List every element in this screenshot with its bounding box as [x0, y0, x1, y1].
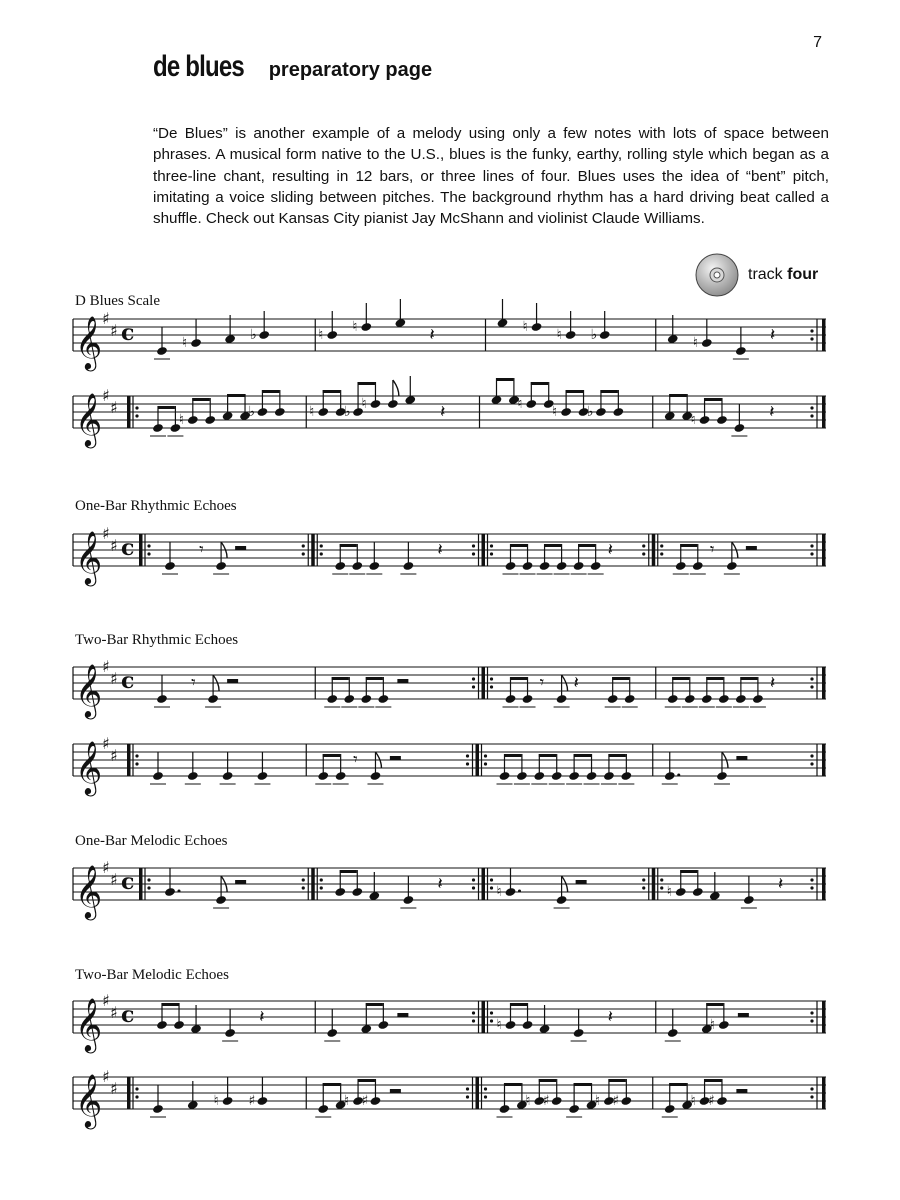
repeat-dot	[810, 886, 813, 889]
repeat-dot	[484, 754, 487, 757]
half-rest	[746, 546, 757, 550]
repeat-dot	[490, 878, 493, 881]
natural-icon: ♮	[309, 404, 315, 420]
repeat-dot	[147, 552, 150, 555]
final-thick-barline	[822, 1001, 826, 1033]
music-staff	[0, 510, 900, 590]
repeat-dot	[810, 406, 813, 409]
final-thick-barline	[822, 868, 826, 900]
key-sharp-f-icon: ♯	[102, 524, 110, 543]
repeat-dot	[810, 544, 813, 547]
natural-icon: ♮	[522, 319, 528, 335]
beam	[510, 677, 527, 680]
repeat-dot	[466, 1087, 469, 1090]
flat-icon: ♭	[248, 404, 256, 420]
repeat-start-thick	[139, 868, 143, 900]
repeat-dot	[147, 886, 150, 889]
repeat-start-thick	[482, 534, 486, 566]
repeat-dot	[320, 544, 323, 547]
beam	[323, 1083, 340, 1086]
page-title	[153, 50, 432, 84]
repeat-dot	[490, 1019, 493, 1022]
music-staff	[0, 643, 900, 723]
sharp-icon: ♯	[542, 1093, 550, 1109]
repeat-dot	[660, 552, 663, 555]
repeat-dot	[302, 886, 305, 889]
eighth-rest: 𝄾	[191, 672, 196, 693]
common-time-icon: c	[121, 668, 135, 694]
half-rest	[235, 546, 246, 550]
key-sharp-f-icon: ♯	[102, 1067, 110, 1086]
title-main: de blues	[153, 50, 244, 83]
half-rest	[390, 756, 401, 760]
treble-clef-icon: 𝄞	[75, 997, 103, 1051]
key-sharp-f-icon: ♯	[102, 991, 110, 1010]
note-flag	[393, 380, 399, 396]
repeat-dot	[810, 754, 813, 757]
natural-icon: ♮	[709, 1017, 715, 1033]
audio-track-badge	[694, 252, 818, 298]
repeat-dot	[320, 552, 323, 555]
repeat-start-thick	[652, 868, 656, 900]
natural-icon: ♮	[496, 884, 502, 900]
repeat-dot	[484, 762, 487, 765]
half-rest	[736, 1089, 747, 1093]
treble-clef-icon: 𝄞	[75, 1073, 103, 1127]
final-thick-barline	[822, 534, 826, 566]
quarter-rest: 𝄽	[440, 401, 446, 422]
sharp-icon: ♯	[248, 1093, 256, 1109]
beam	[544, 544, 561, 547]
quarter-rest: 𝄽	[437, 873, 443, 894]
eighth-rest: 𝄾	[709, 539, 715, 560]
half-rest	[738, 1013, 749, 1017]
beam	[323, 754, 340, 757]
page-number: 7	[813, 34, 822, 51]
track-name: four	[787, 266, 819, 283]
music-staff	[0, 1053, 900, 1133]
beam	[340, 870, 357, 873]
final-thick-barline	[822, 396, 826, 428]
flat-icon: ♭	[590, 327, 598, 343]
final-thick-barline	[822, 744, 826, 776]
natural-icon: ♮	[344, 1093, 350, 1109]
final-thick-barline	[822, 667, 826, 699]
repeat-dot	[810, 329, 813, 332]
repeat-dot	[135, 1095, 138, 1098]
natural-icon: ♮	[318, 327, 324, 343]
half-rest	[227, 679, 238, 683]
repeat-start-thick	[652, 534, 656, 566]
beam	[158, 406, 175, 409]
repeat-dot	[642, 544, 645, 547]
repeat-dot	[302, 552, 305, 555]
beam	[539, 754, 556, 757]
treble-clef-icon: 𝄞	[75, 663, 103, 717]
repeat-dot	[642, 886, 645, 889]
natural-icon: ♮	[213, 1093, 219, 1109]
quarter-rest: 𝄽	[607, 539, 613, 560]
beam	[192, 398, 209, 401]
sharp-icon: ♯	[707, 1093, 715, 1109]
repeat-dot	[810, 685, 813, 688]
flat-icon: ♭	[586, 404, 594, 420]
section-label-two-bar-rhythmic: Two-Bar Rhythmic Echoes	[75, 632, 239, 648]
treble-clef-icon: 𝄞	[75, 530, 103, 584]
beam	[227, 394, 244, 397]
natural-icon: ♮	[182, 335, 188, 351]
beam	[574, 1083, 591, 1086]
key-sharp-c-icon: ♯	[110, 398, 118, 417]
beam	[704, 398, 721, 401]
beam	[600, 390, 617, 393]
beam	[510, 544, 527, 547]
cd-icon	[694, 252, 740, 298]
flat-icon: ♭	[344, 404, 351, 420]
quarter-rest: 𝄽	[573, 672, 579, 693]
title-subtitle: preparatory page	[268, 59, 433, 81]
key-sharp-f-icon: ♯	[102, 386, 110, 405]
beam	[504, 754, 521, 757]
quarter-rest: 𝄽	[429, 324, 435, 345]
common-time-icon: c	[121, 869, 135, 895]
repeat-dot	[472, 552, 475, 555]
natural-icon: ♮	[178, 412, 184, 428]
beam	[740, 677, 757, 680]
key-sharp-c-icon: ♯	[110, 746, 118, 765]
beam	[332, 677, 349, 680]
music-staff	[0, 844, 900, 924]
quarter-rest: 𝄽	[607, 1006, 613, 1027]
beam	[680, 870, 697, 873]
natural-icon: ♮	[690, 412, 696, 428]
beam	[680, 544, 697, 547]
music-staff	[0, 372, 900, 452]
half-rest	[736, 756, 747, 760]
treble-clef-icon: 𝄞	[75, 864, 103, 918]
quarter-rest: 𝄽	[259, 1006, 265, 1027]
beam	[366, 677, 383, 680]
natural-icon: ♮	[517, 396, 523, 412]
beam	[608, 1079, 625, 1082]
natural-icon: ♮	[361, 396, 367, 412]
beam	[539, 1079, 556, 1082]
natural-icon: ♮	[666, 884, 672, 900]
beam	[496, 378, 513, 381]
beam	[358, 382, 375, 385]
key-sharp-c-icon: ♯	[110, 321, 118, 340]
music-staff	[0, 720, 900, 800]
sharp-icon: ♯	[361, 1093, 369, 1109]
key-sharp-c-icon: ♯	[110, 669, 118, 688]
repeat-dot	[472, 1019, 475, 1022]
section-label-two-bar-melodic: Two-Bar Melodic Echoes	[75, 967, 229, 983]
natural-icon: ♮	[352, 319, 358, 335]
half-rest	[397, 1013, 408, 1017]
repeat-dot	[810, 677, 813, 680]
quarter-rest: 𝄽	[769, 324, 776, 345]
repeat-dot	[810, 414, 813, 417]
beam	[510, 1003, 527, 1006]
quarter-rest: 𝄽	[437, 539, 443, 560]
beam	[574, 754, 591, 757]
natural-icon: ♮	[690, 1093, 696, 1109]
repeat-start-thick	[139, 534, 143, 566]
repeat-dot	[484, 1087, 487, 1090]
repeat-dot	[810, 337, 813, 340]
repeat-dot	[320, 886, 323, 889]
repeat-start-thick	[127, 1077, 131, 1109]
repeat-dot	[472, 544, 475, 547]
key-sharp-f-icon: ♯	[102, 657, 110, 676]
repeat-start-thick	[482, 868, 486, 900]
final-thick-barline	[822, 319, 826, 351]
music-staff	[0, 977, 900, 1057]
dot	[518, 890, 521, 893]
repeat-dot	[660, 544, 663, 547]
key-sharp-f-icon: ♯	[102, 309, 110, 328]
sharp-icon: ♯	[612, 1093, 620, 1109]
quarter-rest: 𝄽	[769, 672, 776, 693]
key-sharp-c-icon: ♯	[110, 1079, 118, 1098]
repeat-dot	[490, 685, 493, 688]
beam	[162, 1003, 179, 1006]
repeat-dot	[484, 1095, 487, 1098]
natural-icon: ♮	[556, 327, 562, 343]
repeat-dot	[810, 1011, 813, 1014]
repeat-dot	[490, 544, 493, 547]
repeat-dot	[472, 878, 475, 881]
beam	[612, 677, 629, 680]
repeat-dot	[810, 878, 813, 881]
treble-clef-icon: 𝄞	[75, 740, 103, 794]
beam	[366, 1003, 383, 1006]
repeat-dot	[135, 762, 138, 765]
repeat-dot	[472, 685, 475, 688]
repeat-start-thick	[311, 868, 315, 900]
key-sharp-f-icon: ♯	[102, 734, 110, 753]
repeat-dot	[147, 878, 150, 881]
repeat-dot	[810, 552, 813, 555]
repeat-dot	[490, 552, 493, 555]
half-rest	[397, 679, 408, 683]
beam	[340, 544, 357, 547]
repeat-start-thick	[311, 534, 315, 566]
repeat-dot	[472, 886, 475, 889]
beam	[704, 1079, 721, 1082]
half-rest	[235, 880, 246, 884]
repeat-dot	[135, 414, 138, 417]
treble-clef-icon: 𝄞	[75, 392, 103, 446]
natural-icon: ♮	[525, 1093, 531, 1109]
common-time-icon: c	[121, 535, 135, 561]
repeat-dot	[466, 754, 469, 757]
eighth-rest: 𝄾	[353, 749, 358, 770]
repeat-start-thick	[127, 744, 131, 776]
repeat-dot	[490, 886, 493, 889]
repeat-dot	[472, 677, 475, 680]
repeat-dot	[642, 878, 645, 881]
flat-icon: ♭	[250, 327, 257, 343]
beam	[358, 1079, 375, 1082]
natural-icon: ♮	[692, 335, 698, 351]
section-label-one-bar-rhythmic: One-Bar Rhythmic Echoes	[75, 498, 237, 514]
quarter-rest: 𝄽	[769, 401, 775, 422]
half-rest	[390, 1089, 401, 1093]
section-label-scale: D Blues Scale	[75, 293, 160, 309]
repeat-dot	[660, 878, 663, 881]
repeat-dot	[810, 762, 813, 765]
repeat-dot	[472, 1011, 475, 1014]
repeat-dot	[147, 544, 150, 547]
repeat-dot	[135, 406, 138, 409]
repeat-start-thick	[482, 667, 486, 699]
repeat-dot	[135, 754, 138, 757]
beam	[706, 677, 723, 680]
dot	[178, 890, 181, 893]
half-rest	[576, 880, 587, 884]
repeat-dot	[490, 677, 493, 680]
common-time-icon: c	[121, 1002, 135, 1028]
repeat-dot	[810, 1087, 813, 1090]
repeat-dot	[660, 886, 663, 889]
quarter-rest: 𝄽	[777, 873, 784, 894]
beam	[531, 382, 548, 385]
key-sharp-c-icon: ♯	[110, 1003, 118, 1022]
repeat-dot	[810, 1095, 813, 1098]
repeat-dot	[466, 762, 469, 765]
repeat-dot	[135, 1087, 138, 1090]
track-prefix: track	[748, 266, 783, 283]
repeat-start-thick	[476, 744, 480, 776]
final-thick-barline	[822, 1077, 826, 1109]
beam	[706, 1003, 723, 1006]
section-label-one-bar-melodic: One-Bar Melodic Echoes	[75, 833, 228, 849]
beam	[608, 754, 625, 757]
natural-icon: ♮	[496, 1017, 502, 1033]
beam	[323, 390, 340, 393]
treble-clef-icon: 𝄞	[75, 315, 103, 369]
intro-paragraph: “De Blues” is another example of a melody using only a few notes with lots of space between phrases. A musical form native to the U.S., blues is the funky, earthy, rolling style which began as a three-line chant, resulting in 12 bars, or three lines of four. Blues uses the idea of “bent” pitch, imitating a voice sliding between pitches. The background rhythm has a hard driving beat called a shuffle. Check out Kansas City pianist Jay McShann and violinist Claude Williams.	[153, 125, 829, 228]
eighth-rest: 𝄾	[539, 672, 545, 693]
repeat-dot	[302, 544, 305, 547]
repeat-dot	[302, 878, 305, 881]
repeat-start-thick	[482, 1001, 486, 1033]
eighth-rest: 𝄾	[199, 539, 204, 560]
key-sharp-f-icon: ♯	[102, 858, 110, 877]
key-sharp-c-icon: ♯	[110, 870, 118, 889]
beam	[504, 1083, 521, 1086]
beam	[669, 394, 686, 397]
beam	[578, 544, 595, 547]
beam	[566, 390, 583, 393]
beam	[669, 1083, 686, 1086]
music-staff	[0, 295, 900, 375]
repeat-dot	[642, 552, 645, 555]
key-sharp-c-icon: ♯	[110, 536, 118, 555]
repeat-dot	[320, 878, 323, 881]
repeat-start-thick	[476, 1077, 480, 1109]
repeat-dot	[810, 1019, 813, 1022]
beam	[262, 390, 279, 393]
repeat-start-thick	[127, 396, 131, 428]
repeat-dot	[466, 1095, 469, 1098]
common-time-icon: c	[121, 320, 135, 346]
repeat-dot	[490, 1011, 493, 1014]
natural-icon: ♮	[552, 404, 558, 420]
beam	[672, 677, 689, 680]
natural-icon: ♮	[594, 1093, 600, 1109]
dot	[677, 774, 680, 777]
